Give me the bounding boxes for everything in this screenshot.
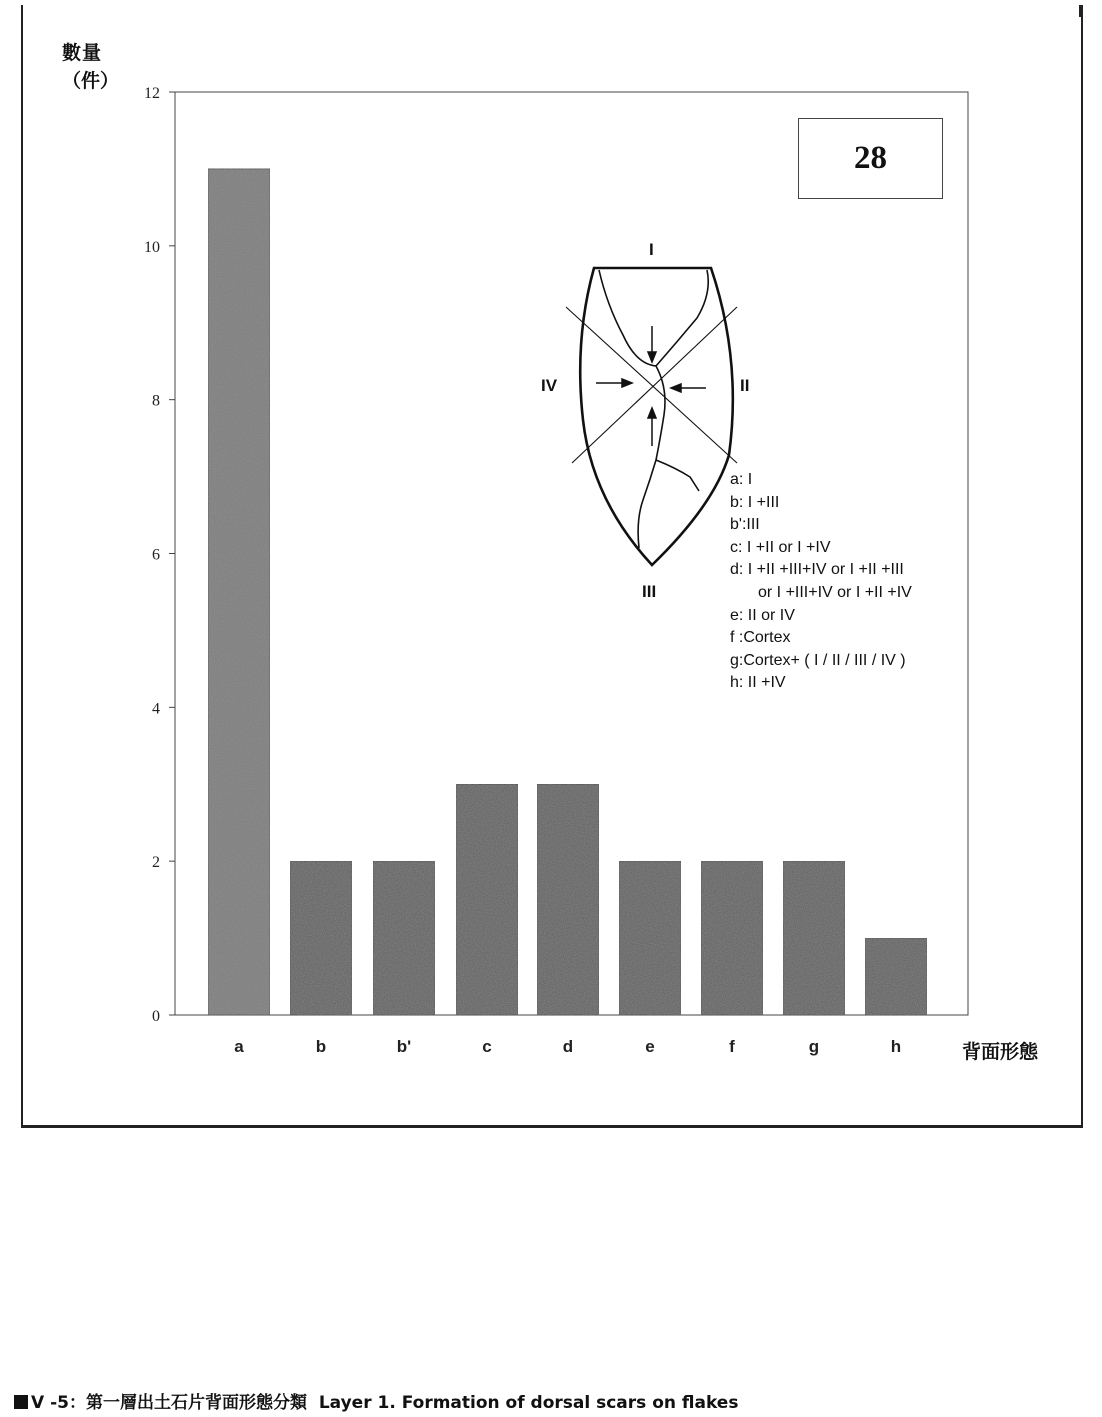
legend-item-a: a: I: [730, 471, 753, 488]
legend-item-d-cont: or I +III+IV or I +II +IV: [758, 583, 912, 601]
flake-outline: [580, 268, 733, 565]
flake-diagram: [566, 268, 737, 565]
x-axis: [234, 1037, 901, 1056]
bar-f: [701, 861, 763, 1015]
figure-number: 28: [854, 140, 887, 176]
caption-label: V -5：第一層出土石片背面形態分類: [31, 1393, 307, 1413]
figure-number-box: [798, 118, 943, 199]
caption-square-icon: [14, 1395, 28, 1409]
bar-b: [290, 861, 352, 1015]
y-tick-label: 4: [152, 700, 160, 718]
legend-item-b: b: I +III: [730, 493, 780, 511]
figure-caption: [14, 1388, 738, 1413]
scar-side: [656, 460, 699, 491]
cross-line-2: [572, 307, 737, 463]
x-tick-label: a: [234, 1037, 244, 1056]
legend-item-d: d: I +II +III+IV or I +II +III: [730, 561, 904, 579]
legend: [730, 469, 912, 695]
legend-item-b-prime: b':III: [730, 516, 760, 534]
bar-h: [865, 938, 927, 1015]
legend-item-e: e: II or IV: [730, 606, 795, 624]
y-tick-label: 2: [152, 854, 160, 872]
caption-english: Layer 1. Formation of dorsal scars on flakes: [318, 1393, 739, 1413]
y-tick-label: 6: [152, 546, 160, 564]
x-tick-label: h: [890, 1037, 902, 1056]
bar-b-prime: [373, 861, 435, 1015]
legend-item-h: h: II +IV: [730, 674, 786, 692]
x-tick-label: f: [729, 1037, 735, 1056]
diagram-label-right: II: [740, 376, 750, 395]
diagram-label-top: I: [649, 240, 654, 259]
legend-item-f: f :Cortex: [730, 629, 791, 647]
legend-item-c: c: I +II or I +IV: [730, 538, 831, 556]
x-axis-label: 背面形態: [962, 1041, 1039, 1063]
bar-e: [619, 861, 681, 1015]
arrows: [596, 326, 706, 446]
y-axis: [144, 85, 175, 1025]
bar-g: [783, 861, 845, 1015]
y-tick-label: 0: [152, 1008, 160, 1025]
bar-d: [537, 784, 599, 1015]
x-tick-label: e: [645, 1037, 655, 1056]
x-tick-label: b: [315, 1037, 327, 1056]
diagram-label-bottom: III: [642, 582, 657, 601]
y-tick-label: 10: [144, 238, 160, 256]
bar-c: [456, 784, 518, 1015]
diagram-label-left: IV: [541, 376, 558, 395]
bar-a: [208, 169, 270, 1015]
y-axis-unit: （件）: [62, 70, 120, 92]
y-tick-label: 8: [152, 392, 160, 410]
x-tick-label: d: [562, 1037, 574, 1056]
legend-item-g: g:Cortex+ ( I / II / III / IV ): [730, 651, 906, 669]
y-axis-label: 數量: [62, 42, 103, 64]
x-tick-label: c: [482, 1037, 492, 1056]
x-tick-label: b': [396, 1037, 412, 1056]
y-tick-label: 12: [144, 85, 160, 102]
x-tick-label: g: [808, 1037, 820, 1056]
